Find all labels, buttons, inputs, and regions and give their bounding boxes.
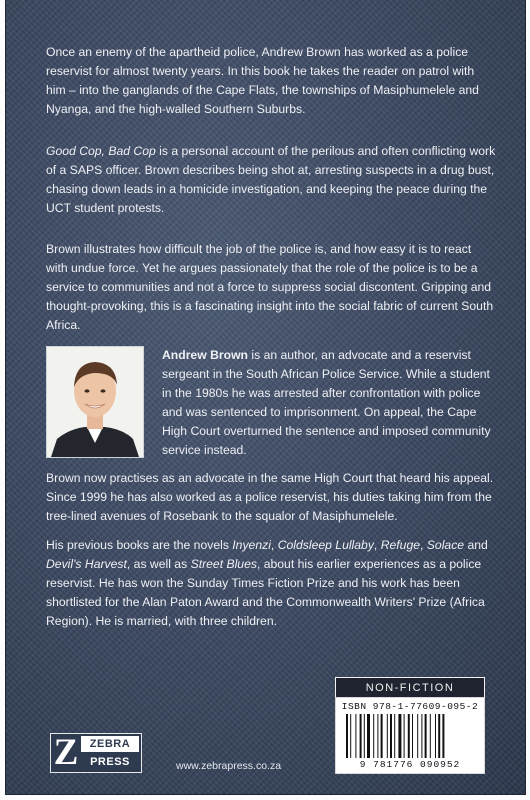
book-devils-harvest: Devil's Harvest — [46, 557, 127, 571]
blurb-paragraph-1: Once an enemy of the apartheid police, Andrew Brown has worked as a police reservist for almost twenty years. In this book he takes the reader on patrol with him – into the ganglands of the Cape Flats, the townships of Masiphumelele and Nyanga, and the high-walled Southern Suburbs. — [46, 45, 479, 116]
author-bio — [162, 346, 496, 460]
book-coldsleep-lullaby: Coldsleep Lullaby — [277, 538, 374, 552]
barcode — [346, 714, 474, 758]
book-title: Good Cop, Bad Cop — [46, 144, 156, 158]
logo-zebra-text: ZEBRA — [81, 736, 139, 752]
book-solace: Solace — [426, 538, 465, 552]
author-paragraph-3 — [46, 536, 496, 631]
blurb-paragraph-2-text: is a personal account of the perilous and often conflicting work of a SAPS officer. Brown describes being shot at, arresting suspects in a drug bust, chasing down leads in a homicide investigation, and keeping the peace during the UCT student protests. — [46, 144, 496, 215]
isbn-text: ISBN 978-1-77609-095-2 — [341, 701, 479, 712]
barcode-number: 9 781776 090952 — [359, 759, 461, 770]
separator: and — [464, 538, 488, 552]
logo-press-text: PRESS — [90, 756, 130, 768]
books-intro: His previous books are the novels — [46, 538, 233, 552]
book-street-blues: Street Blues — [190, 557, 257, 571]
publisher-logo — [50, 733, 142, 773]
category-label: NON-FICTION — [335, 677, 485, 699]
logo-z-mark: Z — [53, 732, 79, 773]
blurb-paragraph-2 — [46, 142, 496, 218]
barcode-box — [335, 697, 485, 774]
back-cover — [6, 0, 525, 794]
books-outro: , about his earlier experiences as a police reservist. He has won the Sunday Times Fiction Prize and his work has been shortlisted for the Alan Paton Award and the Commonwealth Writers' Prize (Africa Region). He is married, with three children. — [46, 557, 485, 628]
blurb-paragraph-3: Brown illustrates how difficult the job of the police is, and how easy it is to react with undue force. Yet he argues passionately that the role of the police is to be a service to communities and not a force to suppress social discontent. Gripping and thought-provoking, this is a fascinating insight into the social fabric of current South Africa. — [46, 242, 494, 332]
separator: , — [420, 538, 427, 552]
separator: , — [373, 538, 381, 552]
separator: , as well as — [126, 557, 191, 571]
author-paragraph-2: Brown now practises as an advocate in the same High Court that heard his appeal. Since 1999 he has also worked as a police reservist, his duties taking him from the tree-lined avenues of Rosebank to the squalor of Masiphumelele. — [46, 471, 494, 523]
separator: , — [270, 538, 278, 552]
book-inyenzi: Inyenzi — [232, 538, 271, 552]
book-refuge: Refuge — [380, 538, 421, 552]
author-bio-text: is an author, an advocate and a reservist sergeant in the South African Police Service. While a student in the 1980s he was arrested after confrontation with police and was sentenced to imprisonment. On appeal, the Cape High Court overturned the sentence and imposed community service instead. — [162, 348, 491, 457]
author-name: Andrew Brown — [162, 348, 248, 362]
author-photo — [46, 346, 144, 458]
publisher-website: www.zebrapress.co.za — [176, 760, 282, 772]
